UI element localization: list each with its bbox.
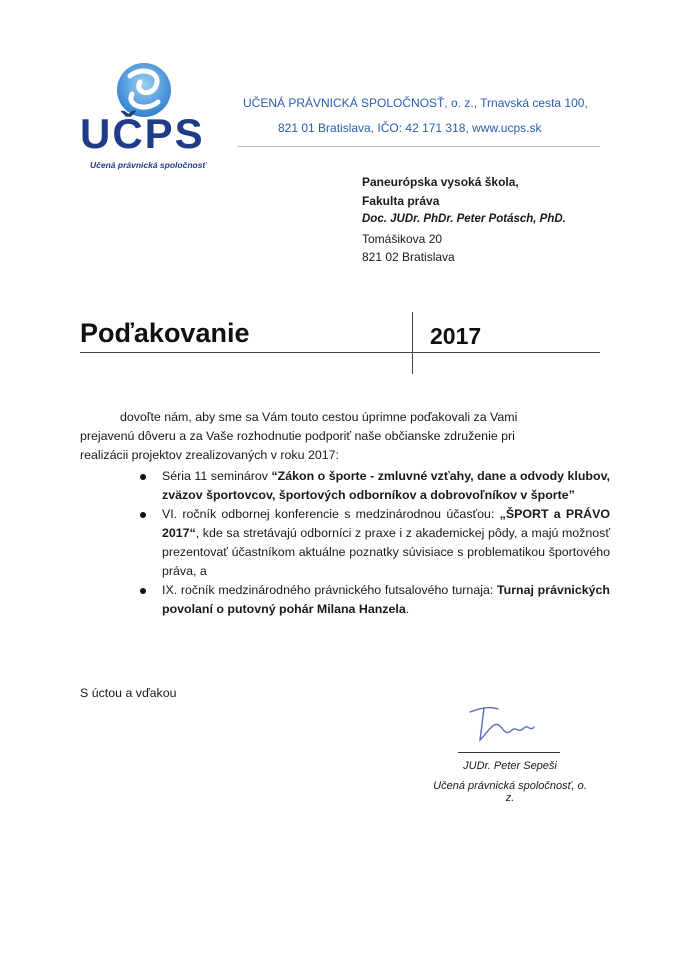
intro-line-3: realizácii projektov zrealizovaných v roku 2017: xyxy=(80,448,339,462)
list-item xyxy=(130,581,610,619)
recipient-line-4: Tomášikova 20 xyxy=(362,232,443,246)
list-item-text: VI. ročník odbornej konferencie s medzinárodnou účasťou: xyxy=(162,507,500,521)
intro-line-2: prejavenú dôveru a za Vaše rozhodnutie podporiť naše občianske združenie pri xyxy=(80,429,515,443)
list-item-tail: , kde sa stretávajú odborníci z praxe i z akademickej pôdy, a majú možnosť prezentovať účastníkom aktuálne poznatky súvisiace s problematikou športového práva, a xyxy=(162,526,610,578)
letter-year: 2017 xyxy=(430,323,482,349)
bullet-icon xyxy=(140,588,146,594)
recipient-line-1: Paneurópska vysoká škola, xyxy=(362,175,519,189)
list-item-text: IX. ročník medzinárodného právnického futsalového turnaja: xyxy=(162,583,498,597)
letter-title: Poďakovanie xyxy=(80,318,250,348)
title-vertical-rule xyxy=(412,312,413,374)
handwritten-signature xyxy=(460,700,540,748)
signer-organization: Učená právnická spoločnosť, o. z. xyxy=(433,780,587,804)
bullet-icon xyxy=(140,512,146,518)
signer-name: JUDr. Peter Sepeši xyxy=(463,760,557,772)
header-divider xyxy=(238,146,600,147)
list-item-bold: Turnaj právnických povolaní o putovný pohár Milana Hanzela xyxy=(162,583,610,616)
list-item xyxy=(130,505,610,581)
recipient-line-5: 821 02 Bratislava xyxy=(362,250,455,264)
signature-line xyxy=(458,752,560,753)
title-horizontal-rule xyxy=(80,352,600,353)
ucps-logo xyxy=(80,62,220,172)
list-item-text: Séria 11 seminárov xyxy=(162,469,272,483)
header-line-2: 821 01 Bratislava, IČO: 42 171 318, www.ucps.sk xyxy=(278,121,542,135)
list-item-bold: „ŠPORT a PRÁVO 2017“ xyxy=(162,507,610,540)
closing-salutation: S úctou a vďakou xyxy=(80,686,177,700)
recipient-line-3: Doc. JUDr. PhDr. Peter Potásch, PhD. xyxy=(362,213,566,225)
header-line-1: UČENÁ PRÁVNICKÁ SPOLOČNOSŤ, o. z., Trnavská cesta 100, xyxy=(243,96,588,110)
list-item xyxy=(130,467,610,505)
intro-line-1: dovoľte nám, aby sme sa Vám touto cestou úprimne poďakovali za Vami xyxy=(120,410,518,424)
intro-paragraph xyxy=(80,408,600,465)
project-list xyxy=(130,467,610,619)
logo-wordmark: UČPS xyxy=(80,110,205,157)
list-item-tail: . xyxy=(405,602,410,616)
logo-subtitle: Učená právnická spoločnosť xyxy=(90,160,207,170)
list-item-bold: “Zákon o športe - zmluvné vzťahy, dane a odvody klubov, zväzov športovcov, športových odborníkov a dobrovoľníkov v športe” xyxy=(162,469,610,502)
bullet-icon xyxy=(140,474,146,480)
recipient-line-2: Fakulta práva xyxy=(362,194,440,208)
